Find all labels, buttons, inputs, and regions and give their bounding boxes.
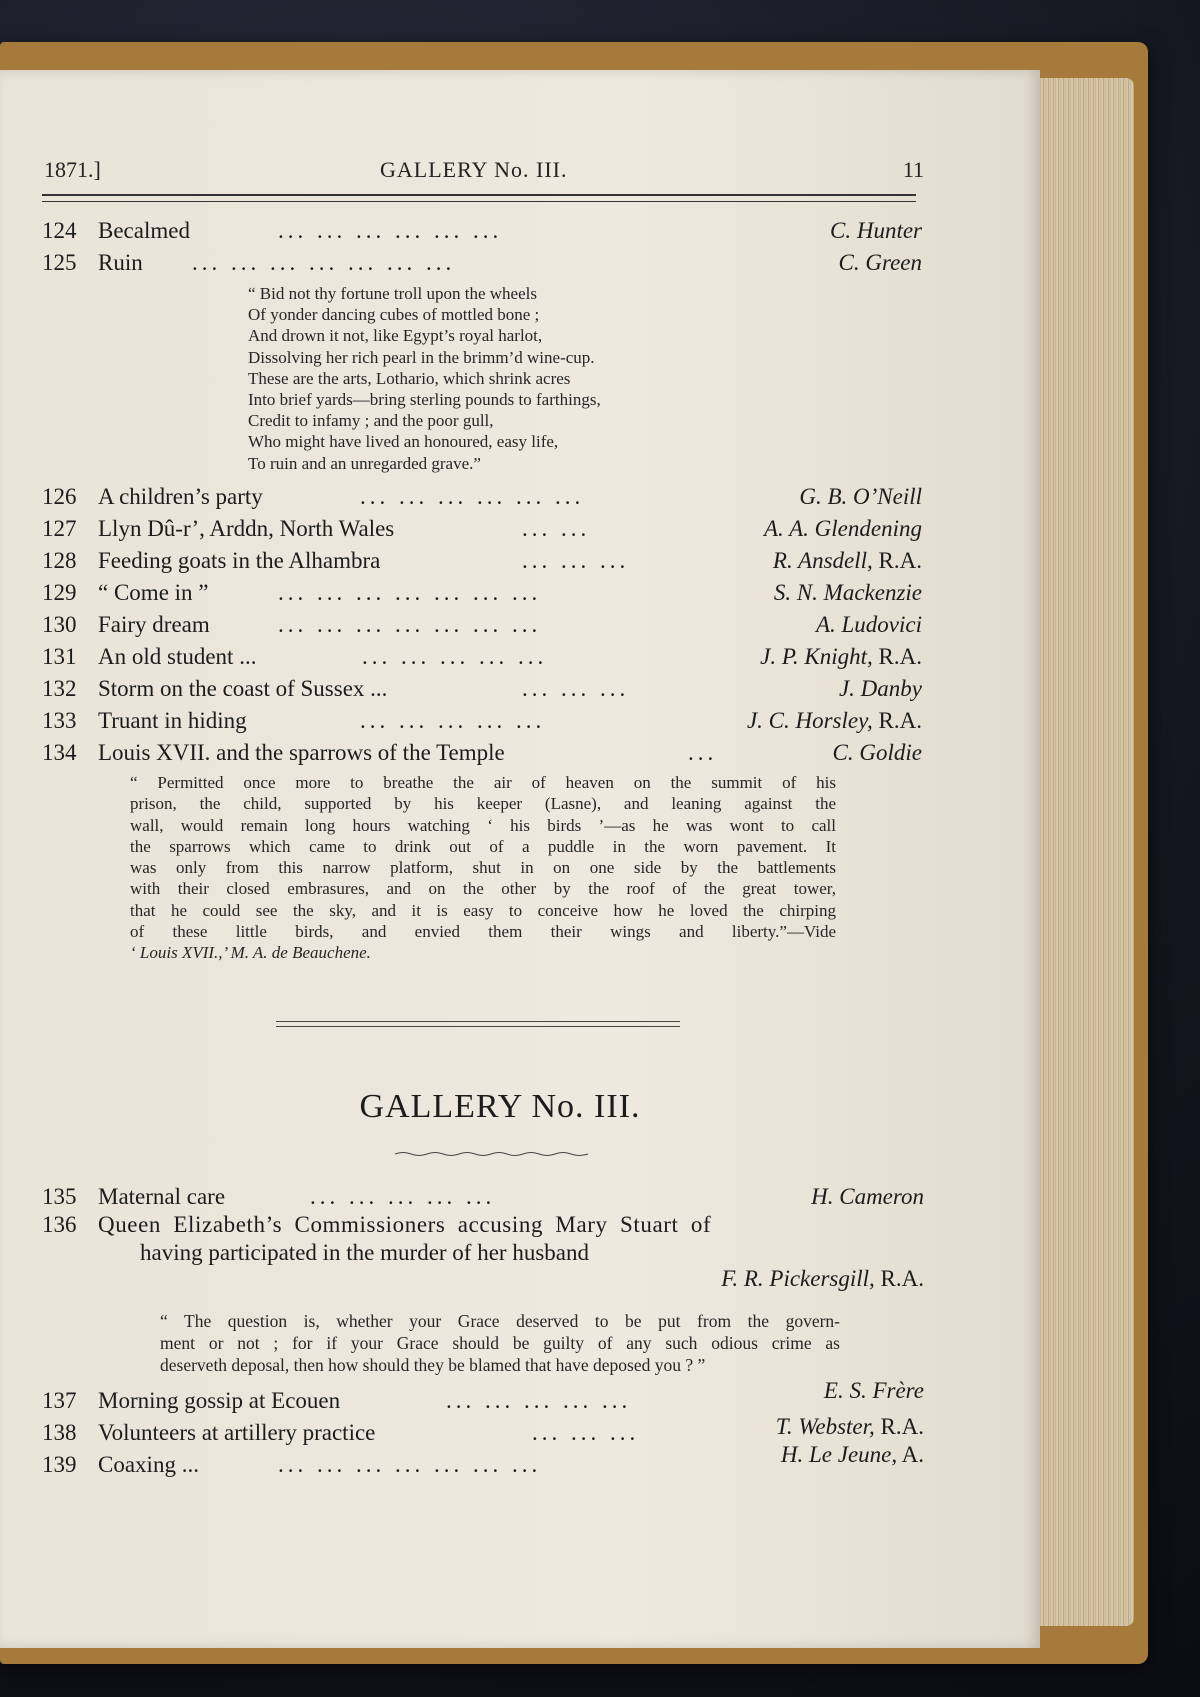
leader-dots: ... ... ... bbox=[522, 676, 630, 701]
header-rule bbox=[42, 194, 916, 202]
header-title: GALLERY No. III. bbox=[380, 157, 568, 182]
entry-number: 124 bbox=[42, 218, 77, 243]
entry-artist: J. P. Knight, R.A. bbox=[760, 644, 922, 669]
catalogue-entry bbox=[42, 740, 922, 770]
leader-dots: ... ... bbox=[522, 516, 591, 541]
entry-title: Feeding goats in the Alhambra bbox=[98, 548, 381, 573]
page-edges bbox=[1024, 78, 1134, 1626]
header-year: 1871.] bbox=[44, 157, 101, 182]
leader-dots: ... ... ... ... ... bbox=[360, 708, 546, 733]
quote-line: deserveth deposal, then how should they be blamed that have deposed you ? ” bbox=[160, 1355, 706, 1375]
entry-title-continuation: having participated in the murder of her husband bbox=[140, 1240, 589, 1265]
entry-title: Morning gossip at Ecouen bbox=[98, 1388, 341, 1413]
entry-title: Llyn Dû-r’, Arddn, North Wales bbox=[98, 516, 395, 541]
quotation-verse bbox=[248, 283, 601, 474]
catalogue-entry bbox=[42, 580, 922, 610]
leader-dots: ... ... ... ... ... ... bbox=[278, 218, 503, 243]
catalogue-entry bbox=[42, 676, 922, 706]
entry-artist: C. Green bbox=[838, 250, 922, 275]
quote-line: of these little birds, and envied them their wings and liberty.”—Vide bbox=[130, 922, 836, 942]
quote-line: Of yonder dancing cubes of mottled bone ; bbox=[248, 305, 540, 325]
catalogue-entry bbox=[42, 1212, 922, 1242]
leader-dots: ... ... ... ... ... ... bbox=[360, 484, 585, 509]
entry-artist: H. Le Jeune, A. bbox=[780, 1442, 924, 1467]
entry-title: A children’s party bbox=[98, 484, 263, 509]
entry-artist: R. Ansdell, R.A. bbox=[772, 548, 922, 573]
entry-number: 129 bbox=[42, 580, 77, 605]
quote-line: Who might have lived an honoured, easy life, bbox=[248, 432, 559, 452]
catalogue-entry bbox=[42, 218, 922, 248]
entry-title: Storm on the coast of Sussex ... bbox=[98, 676, 388, 701]
quote-line: Dissolving her rich pearl in the brimm’d wine-cup. bbox=[248, 347, 595, 367]
entry-title: Coaxing ... bbox=[98, 1452, 199, 1477]
quote-line: To ruin and an unregarded grave.” bbox=[248, 453, 481, 473]
entry-title: Fairy dream bbox=[98, 612, 210, 637]
quote-line: Credit to infamy ; and the poor gull, bbox=[248, 411, 494, 431]
entry-artist: G. B. O’Neill bbox=[799, 484, 922, 509]
leader-dots: ... ... ... ... ... bbox=[310, 1184, 496, 1209]
catalogue-entry bbox=[42, 1184, 922, 1214]
entry-artist: A. Ludovici bbox=[815, 612, 922, 637]
quote-line: the sparrows which came to drink out of a puddle in the worn pavement. It bbox=[130, 836, 836, 856]
flourish-ornament bbox=[393, 1150, 590, 1158]
catalogue-entry bbox=[42, 548, 922, 578]
entry-artist: C. Goldie bbox=[832, 740, 922, 765]
leader-dots: ... ... ... ... ... bbox=[446, 1388, 632, 1413]
entry-number: 136 bbox=[42, 1212, 77, 1237]
entry-number: 139 bbox=[42, 1452, 77, 1477]
entry-number: 126 bbox=[42, 484, 77, 509]
entry-number: 138 bbox=[42, 1420, 77, 1445]
quote-citation: ‘ Louis XVII.,’ M. A. de Beauchene. bbox=[130, 943, 371, 963]
catalogue-entry bbox=[42, 1442, 924, 1482]
entry-artist: H. Cameron bbox=[811, 1184, 924, 1209]
catalogue-entry bbox=[42, 484, 922, 514]
entry-title: Becalmed bbox=[98, 218, 190, 243]
entry-number: 131 bbox=[42, 644, 77, 669]
leader-dots: ... ... ... ... ... ... ... bbox=[278, 1452, 542, 1477]
page-number: 11 bbox=[902, 157, 924, 182]
entry-title: Maternal care bbox=[98, 1184, 226, 1209]
entry-number: 130 bbox=[42, 612, 77, 637]
quote-line: “ The question is, whether your Grace deserved to be put from the govern- bbox=[160, 1311, 840, 1331]
leader-dots: ... ... ... bbox=[532, 1420, 640, 1445]
catalogue-entry bbox=[42, 516, 922, 546]
entry-artist: J. Danby bbox=[838, 676, 922, 701]
entry-artist: F. R. Pickersgill, R.A. bbox=[721, 1266, 924, 1291]
catalogue-entry bbox=[42, 250, 922, 280]
quotation-prose bbox=[160, 1310, 840, 1376]
leader-dots: ... ... ... ... ... ... ... bbox=[278, 612, 542, 637]
gallery-heading: GALLERY No. III. bbox=[359, 1088, 641, 1125]
entry-title: Ruin bbox=[98, 250, 143, 275]
catalogue-entry bbox=[42, 612, 922, 642]
entry-number: 125 bbox=[42, 250, 77, 275]
leader-dots: ... ... ... bbox=[522, 548, 630, 573]
entry-title: Louis XVII. and the sparrows of the Temple bbox=[98, 740, 505, 765]
section-divider bbox=[276, 1021, 680, 1027]
leader-dots: ... ... ... ... ... ... ... bbox=[278, 580, 542, 605]
entry-artist: T. Webster, R.A. bbox=[775, 1414, 924, 1439]
quote-line: wall, would remain long hours watching ‘ his birds ’—as he was wont to call bbox=[130, 815, 836, 835]
quote-line: These are the arts, Lothario, which shrink acres bbox=[248, 368, 571, 388]
entry-title: Queen Elizabeth’s Commissioners accusing Mary Stuart of bbox=[98, 1212, 712, 1237]
entry-artist: S. N. Mackenzie bbox=[773, 580, 922, 605]
entry-title: “ Come in ” bbox=[98, 580, 209, 605]
leader-dots: ... bbox=[688, 740, 718, 765]
entry-artist: J. C. Horsley, R.A. bbox=[746, 708, 922, 733]
entry-title: An old student ... bbox=[98, 644, 257, 669]
quote-line: with their closed embrasures, and on the other by the roof of the great tower, bbox=[130, 879, 836, 899]
entry-number: 135 bbox=[42, 1184, 77, 1209]
entry-number: 128 bbox=[42, 548, 77, 573]
quote-line: ment or not ; for if your Grace should be guilty of any such odious crime as bbox=[160, 1333, 840, 1353]
quote-line: that he could see the sky, and it is easy to conceive how he loved the chirping bbox=[130, 900, 836, 920]
catalogue-entry bbox=[42, 708, 922, 738]
catalogue-entry bbox=[42, 644, 922, 674]
leader-dots: ... ... ... ... ... bbox=[362, 644, 548, 669]
leader-dots: ... ... ... ... ... ... ... bbox=[192, 250, 456, 275]
entry-title: Volunteers at artillery practice bbox=[98, 1420, 376, 1445]
entry-artist: E. S. Frère bbox=[823, 1378, 924, 1403]
entry-number: 134 bbox=[42, 740, 77, 765]
quote-line: was only from this narrow platform, shut in on one side by the battlements bbox=[130, 858, 836, 878]
entry-number: 132 bbox=[42, 676, 77, 701]
entry-number: 133 bbox=[42, 708, 77, 733]
running-header bbox=[44, 157, 924, 187]
quote-line: prison, the child, supported by his keeper (Lasne), and leaning against the bbox=[130, 794, 836, 814]
quotation-prose bbox=[130, 772, 836, 964]
entry-number: 127 bbox=[42, 516, 77, 541]
quote-line: “ Bid not thy fortune troll upon the wheels bbox=[248, 284, 537, 303]
quote-line: “ Permitted once more to breathe the air of heaven on the summit of his bbox=[130, 773, 836, 792]
entry-artist: A. A. Glendening bbox=[764, 516, 922, 541]
quote-line: And drown it not, like Egypt’s royal harlot, bbox=[248, 326, 543, 346]
entry-artist: C. Hunter bbox=[830, 218, 922, 243]
entry-number: 137 bbox=[42, 1388, 77, 1413]
entry-title: Truant in hiding bbox=[98, 708, 247, 733]
quote-line: Into brief yards—bring sterling pounds to farthings, bbox=[248, 390, 601, 410]
